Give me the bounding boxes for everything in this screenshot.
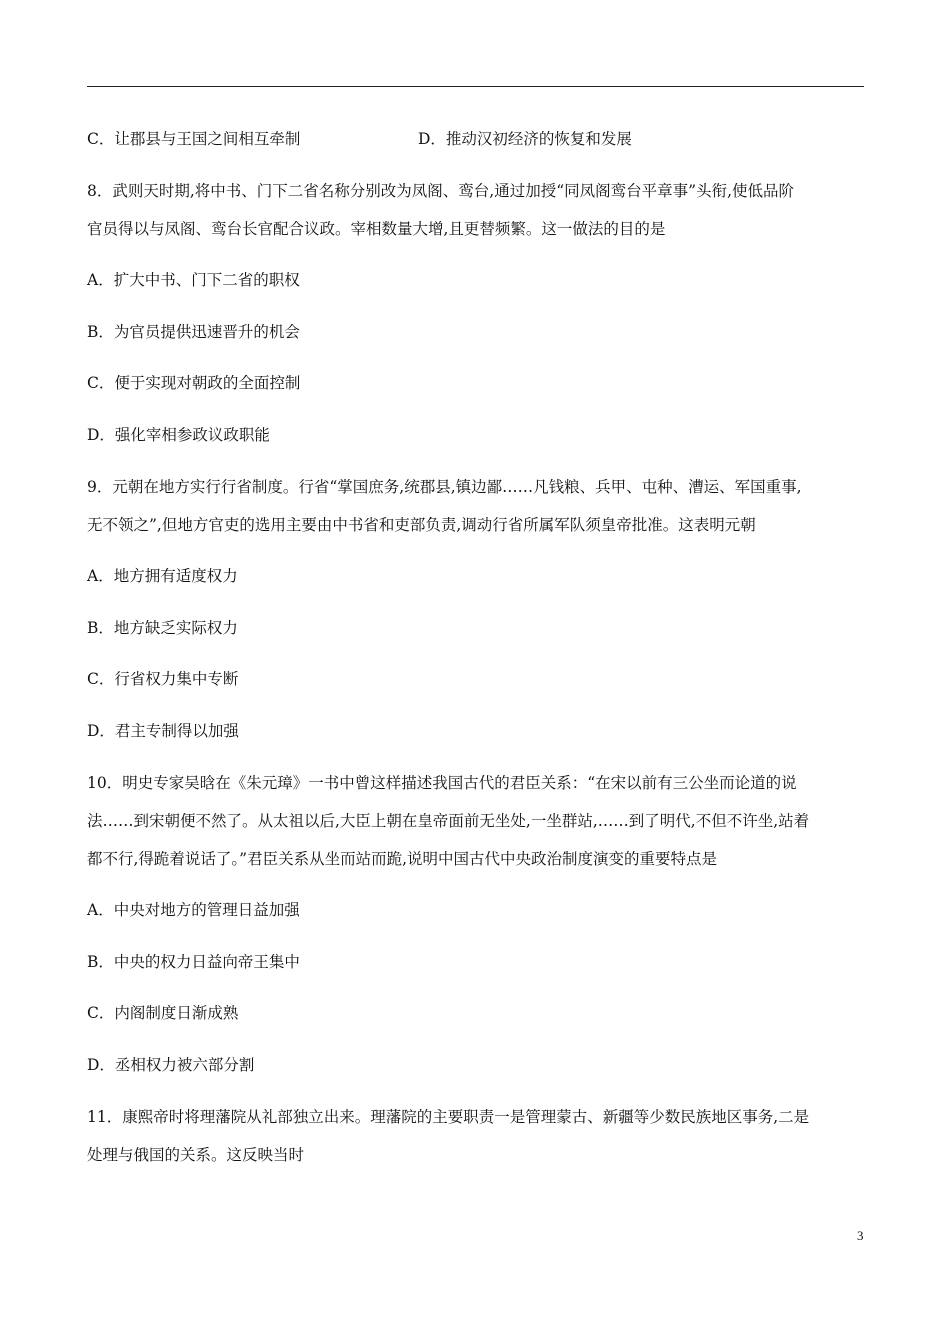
question-9-option-a: A．地方拥有适度权力 bbox=[87, 567, 238, 585]
question-10-stem-line-3: 都不行,得跪着说话了。”君臣关系从坐而站而跪,说明中国古代中央政治制度演变的重要特点是 bbox=[87, 850, 718, 868]
question-10-option-b: B．中央的权力日益向帝王集中 bbox=[87, 953, 300, 971]
header-rule bbox=[87, 86, 864, 87]
question-9-option-d: D．君主专制得以加强 bbox=[87, 722, 239, 740]
question-9-option-b: B．地方缺乏实际权力 bbox=[87, 619, 238, 637]
question-11-stem-line-1: 11．康熙帝时将理藩院从礼部独立出来。理藩院的主要职责一是管理蒙古、新疆等少数民族地区事务,二是 bbox=[87, 1108, 810, 1126]
question-10-option-a: A．中央对地方的管理日益加强 bbox=[87, 901, 300, 919]
question-8-option-a: A．扩大中书、门下二省的职权 bbox=[87, 271, 300, 289]
question-9-stem-line-2: 无不领之”,但地方官吏的选用主要由中书省和吏部负责,调动行省所属军队须皇帝批准。这表明元朝 bbox=[87, 516, 756, 534]
question-10-option-c: C．内阁制度日渐成熟 bbox=[87, 1004, 239, 1022]
page-number: 3 bbox=[857, 1228, 864, 1243]
question-9-option-c: C．行省权力集中专断 bbox=[87, 670, 239, 688]
prev-option-c: C．让郡县与王国之间相互牵制 bbox=[87, 130, 301, 148]
question-10-option-d: D．丞相权力被六部分割 bbox=[87, 1056, 255, 1074]
question-8-stem-line-2: 官员得以与凤阁、鸾台长官配合议政。宰相数量大增,且更替频繁。这一做法的目的是 bbox=[87, 220, 666, 238]
question-10-stem-line-2: 法……到宋朝便不然了。从太祖以后,大臣上朝在皇帝面前无坐处,一坐群站,……到了明代,不但不许坐,站着 bbox=[87, 812, 810, 830]
question-8-stem-line-1: 8．武则天时期,将中书、门下二省名称分别改为凤阁、鸾台,通过加授“同凤阁鸾台平章事”头衔,使低品阶 bbox=[87, 182, 794, 200]
question-10-stem-line-1: 10．明史专家吴晗在《朱元璋》一书中曾这样描述我国古代的君臣关系：“在宋以前有三公坐而论道的说 bbox=[87, 774, 797, 792]
question-8-option-d: D．强化宰相参政议政职能 bbox=[87, 426, 270, 444]
prev-option-d: D．推动汉初经济的恢复和发展 bbox=[418, 130, 632, 148]
question-11-stem-line-2: 处理与俄国的关系。这反映当时 bbox=[87, 1146, 305, 1164]
question-8-option-b: B．为官员提供迅速晋升的机会 bbox=[87, 323, 300, 341]
question-9-stem-line-1: 9．元朝在地方实行行省制度。行省“掌国庶务,统郡县,镇边鄙……凡钱粮、兵甲、屯种、漕运、军国重事, bbox=[87, 478, 802, 496]
question-8-option-c: C．便于实现对朝政的全面控制 bbox=[87, 374, 301, 392]
